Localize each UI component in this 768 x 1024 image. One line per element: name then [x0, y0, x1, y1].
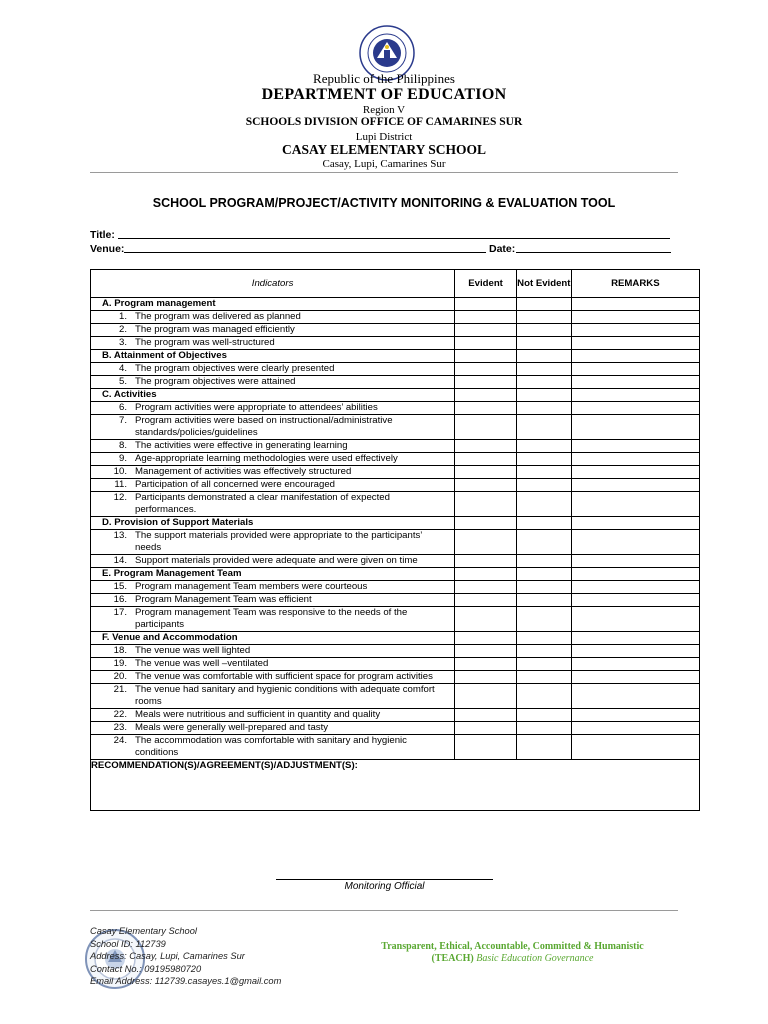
remarks-cell[interactable]	[571, 684, 699, 709]
not-evident-cell[interactable]	[516, 376, 571, 389]
remarks-cell[interactable]	[571, 517, 699, 530]
title-field-line[interactable]	[118, 238, 670, 239]
indicator-row	[91, 311, 700, 324]
remarks-cell[interactable]	[571, 555, 699, 568]
indicator-row	[91, 671, 700, 684]
indicator-cell	[91, 684, 455, 709]
indicator-text: The accommodation was comfortable with sanitary and hygienic conditions	[135, 735, 407, 758]
indicator-row	[91, 363, 700, 376]
not-evident-cell[interactable]	[516, 337, 571, 350]
section-label: F. Venue and Accommodation	[91, 632, 455, 645]
indicator-number: 13.	[113, 530, 127, 541]
section-label: D. Provision of Support Materials	[91, 517, 455, 530]
remarks-cell[interactable]	[571, 337, 699, 350]
indicator-number: 4.	[118, 363, 127, 374]
indicator-cell	[91, 530, 455, 555]
evident-cell[interactable]	[455, 324, 517, 337]
evident-cell[interactable]	[455, 350, 517, 363]
indicator-number: 9.	[118, 453, 127, 464]
indicator-cell	[91, 376, 455, 389]
indicator-row	[91, 607, 700, 632]
footer-divider	[90, 910, 678, 911]
indicator-cell	[91, 466, 455, 479]
not-evident-cell[interactable]	[516, 568, 571, 581]
indicator-row	[91, 453, 700, 466]
indicator-cell	[91, 658, 455, 671]
indicator-cell	[91, 594, 455, 607]
not-evident-cell[interactable]	[516, 594, 571, 607]
not-evident-cell[interactable]	[516, 555, 571, 568]
evident-cell[interactable]	[455, 440, 517, 453]
not-evident-cell[interactable]	[516, 530, 571, 555]
recommendation-row[interactable]	[91, 760, 700, 811]
section-row	[91, 350, 700, 363]
evident-cell[interactable]	[455, 722, 517, 735]
evident-cell[interactable]	[455, 735, 517, 760]
evident-cell[interactable]	[455, 389, 517, 402]
not-evident-cell[interactable]	[516, 607, 571, 632]
remarks-cell[interactable]	[571, 311, 699, 324]
remarks-header: REMARKS	[571, 270, 699, 298]
indicator-number: 5.	[118, 376, 127, 387]
evident-cell[interactable]	[455, 311, 517, 324]
indicator-row	[91, 555, 700, 568]
remarks-cell[interactable]	[571, 594, 699, 607]
evident-cell[interactable]	[455, 555, 517, 568]
remarks-cell[interactable]	[571, 709, 699, 722]
evident-cell[interactable]	[455, 607, 517, 632]
motto-acronym: (TEACH)	[431, 953, 474, 964]
table-body	[91, 298, 700, 811]
header-divider	[90, 172, 678, 173]
not-evident-cell[interactable]	[516, 632, 571, 645]
indicator-text: Program activities were appropriate to attendees’ abilities	[135, 402, 378, 413]
evident-cell[interactable]	[455, 684, 517, 709]
not-evident-cell[interactable]	[516, 658, 571, 671]
indicator-row	[91, 735, 700, 760]
indicator-number: 17.	[113, 607, 127, 618]
not-evident-cell[interactable]	[516, 466, 571, 479]
indicator-row	[91, 594, 700, 607]
evident-cell[interactable]	[455, 530, 517, 555]
evident-cell[interactable]	[455, 337, 517, 350]
indicator-row	[91, 709, 700, 722]
remarks-cell[interactable]	[571, 530, 699, 555]
indicator-text: The support materials provided were appropriate to the participants’ needs	[135, 530, 423, 553]
indicator-row	[91, 581, 700, 594]
indicator-number: 16.	[113, 594, 127, 605]
evaluation-table	[90, 269, 700, 811]
not-evident-cell[interactable]	[516, 350, 571, 363]
indicator-cell	[91, 402, 455, 415]
footer-motto	[340, 941, 685, 965]
remarks-cell[interactable]	[571, 632, 699, 645]
indicator-text: The venue was well –ventilated	[135, 658, 269, 669]
date-field-line[interactable]	[516, 252, 671, 253]
not-evident-header: Not Evident	[516, 270, 571, 298]
remarks-cell[interactable]	[571, 415, 699, 440]
not-evident-cell[interactable]	[516, 324, 571, 337]
indicator-cell	[91, 671, 455, 684]
section-label: E. Program Management Team	[91, 568, 455, 581]
not-evident-cell[interactable]	[516, 311, 571, 324]
remarks-cell[interactable]	[571, 363, 699, 376]
indicator-number: 11.	[114, 479, 127, 490]
indicator-number: 18.	[113, 645, 127, 656]
remarks-cell[interactable]	[571, 376, 699, 389]
indicator-cell	[91, 581, 455, 594]
region-heading: Region V	[362, 104, 406, 116]
indicator-number: 1.	[118, 311, 127, 322]
indicator-cell	[91, 311, 455, 324]
indicator-text: Meals were nutritious and sufficient in quantity and quality	[135, 709, 381, 720]
venue-field-label: Venue:	[90, 243, 125, 255]
evident-cell[interactable]	[455, 645, 517, 658]
indicator-text: Participants demonstrated a clear manifestation of expected performances.	[135, 492, 390, 515]
footer-school-name: Casay Elementary School	[90, 926, 197, 936]
not-evident-cell[interactable]	[516, 479, 571, 492]
indicator-row	[91, 645, 700, 658]
date-field-label: Date:	[489, 243, 516, 255]
evident-cell[interactable]	[455, 479, 517, 492]
indicator-number: 19.	[113, 658, 127, 669]
indicator-number: 6.	[118, 402, 127, 413]
indicator-row	[91, 658, 700, 671]
indicators-header: Indicators	[91, 270, 455, 298]
indicator-number: 15.	[113, 581, 127, 592]
remarks-cell[interactable]	[571, 581, 699, 594]
evident-header: Evident	[455, 270, 517, 298]
not-evident-cell[interactable]	[516, 402, 571, 415]
indicator-text: The venue was well lighted	[135, 645, 251, 656]
not-evident-cell[interactable]	[516, 415, 571, 440]
evident-cell[interactable]	[455, 453, 517, 466]
indicator-cell	[91, 607, 455, 632]
indicator-row	[91, 337, 700, 350]
not-evident-cell[interactable]	[516, 453, 571, 466]
republic-heading: Republic of the Philippines	[313, 71, 455, 86]
footer-address: Address: Casay, Lupi, Camarines Sur	[90, 951, 245, 962]
remarks-cell[interactable]	[571, 568, 699, 581]
indicator-number: 2.	[118, 324, 127, 335]
motto-line-1: Transparent, Ethical, Accountable, Committed & Humanistic	[381, 941, 644, 952]
signature-line[interactable]	[276, 879, 493, 880]
indicator-row	[91, 376, 700, 389]
indicator-text: Program Management Team was efficient	[135, 594, 312, 605]
indicator-number: 20.	[113, 671, 127, 682]
indicator-text: Meals were generally well-prepared and tasty	[135, 722, 329, 733]
indicator-cell	[91, 492, 455, 517]
indicator-text: Participation of all concerned were encouraged	[135, 479, 335, 490]
evident-cell[interactable]	[455, 671, 517, 684]
evident-cell[interactable]	[455, 376, 517, 389]
indicator-cell	[91, 440, 455, 453]
district-heading: Lupi District	[355, 131, 413, 143]
remarks-cell[interactable]	[571, 735, 699, 760]
section-row	[91, 568, 700, 581]
section-label: B. Attainment of Objectives	[91, 350, 455, 363]
footer-email: Email Address: 112739.casayes.1@gmail.com	[90, 976, 282, 987]
indicator-cell	[91, 363, 455, 376]
indicator-cell	[91, 555, 455, 568]
remarks-cell[interactable]	[571, 324, 699, 337]
footer-school-id: School ID: 112739	[90, 938, 166, 949]
indicator-cell	[91, 722, 455, 735]
remarks-cell[interactable]	[571, 389, 699, 402]
not-evident-cell[interactable]	[516, 735, 571, 760]
evident-cell[interactable]	[455, 298, 517, 311]
evident-cell[interactable]	[455, 402, 517, 415]
evident-cell[interactable]	[455, 363, 517, 376]
title-field-label: Title:	[90, 229, 115, 241]
evident-cell[interactable]	[455, 632, 517, 645]
indicator-text: The venue had sanitary and hygienic conditions with adequate comfort rooms	[135, 684, 435, 707]
school-address: Casay, Lupi, Camarines Sur	[322, 158, 446, 170]
indicator-number: 10.	[113, 466, 127, 477]
remarks-cell[interactable]	[571, 645, 699, 658]
evident-cell[interactable]	[455, 709, 517, 722]
evident-cell[interactable]	[455, 517, 517, 530]
remarks-cell[interactable]	[571, 440, 699, 453]
indicator-cell	[91, 645, 455, 658]
evident-cell[interactable]	[455, 594, 517, 607]
indicator-row	[91, 479, 700, 492]
indicator-number: 14.	[113, 555, 127, 566]
indicator-row	[91, 530, 700, 555]
indicator-text: The program was managed efficiently	[135, 324, 295, 335]
not-evident-cell[interactable]	[516, 389, 571, 402]
indicator-row	[91, 324, 700, 337]
remarks-cell[interactable]	[571, 607, 699, 632]
not-evident-cell[interactable]	[516, 645, 571, 658]
not-evident-cell[interactable]	[516, 722, 571, 735]
indicator-number: 21.	[113, 684, 127, 695]
indicator-text: Program management Team was responsive to the needs of the participants	[135, 607, 408, 630]
indicator-row	[91, 402, 700, 415]
evident-cell[interactable]	[455, 568, 517, 581]
not-evident-cell[interactable]	[516, 517, 571, 530]
indicator-text: The program objectives were attained	[135, 376, 296, 387]
indicator-number: 3.	[118, 337, 127, 348]
document-title: SCHOOL PROGRAM/PROJECT/ACTIVITY MONITORING & EVALUATION TOOL	[152, 196, 616, 210]
motto-line-2	[340, 953, 685, 965]
not-evident-cell[interactable]	[516, 298, 571, 311]
division-heading: SCHOOLS DIVISION OFFICE OF CAMARINES SUR	[245, 116, 523, 128]
footer-contact-block	[90, 925, 281, 988]
indicator-cell	[91, 735, 455, 760]
evident-cell[interactable]	[455, 658, 517, 671]
indicator-cell	[91, 709, 455, 722]
venue-field-line[interactable]	[124, 252, 486, 253]
section-row	[91, 632, 700, 645]
remarks-cell[interactable]	[571, 658, 699, 671]
indicator-row	[91, 492, 700, 517]
indicator-text: The program objectives were clearly presented	[135, 363, 335, 374]
indicator-text: The program was delivered as planned	[135, 311, 301, 322]
department-heading: DEPARTMENT OF EDUCATION	[261, 86, 507, 103]
indicator-text: Support materials provided were adequate and were given on time	[135, 555, 418, 566]
table-header-row	[91, 270, 700, 298]
not-evident-cell[interactable]	[516, 581, 571, 594]
evident-cell[interactable]	[455, 466, 517, 479]
indicator-row	[91, 415, 700, 440]
indicator-number: 8.	[118, 440, 127, 451]
not-evident-cell[interactable]	[516, 684, 571, 709]
indicator-number: 23.	[113, 722, 127, 733]
remarks-cell[interactable]	[571, 402, 699, 415]
indicator-number: 12.	[113, 492, 127, 503]
signature-label: Monitoring Official	[344, 881, 425, 892]
remarks-cell[interactable]	[571, 453, 699, 466]
not-evident-cell[interactable]	[516, 492, 571, 517]
indicator-text: Program management Team members were courteous	[135, 581, 368, 592]
remarks-cell[interactable]	[571, 350, 699, 363]
indicator-text: Management of activities was effectively structured	[135, 466, 352, 477]
evident-cell[interactable]	[455, 415, 517, 440]
not-evident-cell[interactable]	[516, 363, 571, 376]
section-row	[91, 517, 700, 530]
indicator-row	[91, 466, 700, 479]
remarks-cell[interactable]	[571, 466, 699, 479]
indicator-text: The venue was comfortable with sufficient space for program activities	[135, 671, 433, 682]
indicator-number: 7.	[118, 415, 127, 426]
not-evident-cell[interactable]	[516, 440, 571, 453]
remarks-cell[interactable]	[571, 671, 699, 684]
indicator-cell	[91, 453, 455, 466]
indicator-row	[91, 684, 700, 709]
indicator-row	[91, 722, 700, 735]
remarks-cell[interactable]	[571, 479, 699, 492]
indicator-cell	[91, 479, 455, 492]
not-evident-cell[interactable]	[516, 709, 571, 722]
remarks-cell[interactable]	[571, 492, 699, 517]
indicator-number: 22.	[113, 709, 127, 720]
section-row	[91, 298, 700, 311]
section-label: C. Activities	[91, 389, 455, 402]
school-heading: CASAY ELEMENTARY SCHOOL	[281, 142, 487, 157]
indicator-text: The program was well-structured	[135, 337, 275, 348]
not-evident-cell[interactable]	[516, 671, 571, 684]
motto-governance: Basic Education Governance	[473, 953, 594, 964]
indicator-cell	[91, 415, 455, 440]
section-row	[91, 389, 700, 402]
indicator-number: 24.	[113, 735, 127, 746]
remarks-cell[interactable]	[571, 722, 699, 735]
recommendation-label[interactable]: RECOMMENDATION(S)/AGREEMENT(S)/ADJUSTMENT(S):	[91, 760, 700, 811]
indicator-row	[91, 440, 700, 453]
remarks-cell[interactable]	[571, 298, 699, 311]
indicator-text: Program activities were based on instructional/administrative standards/policies/guidelines	[135, 415, 393, 438]
section-label: A. Program management	[91, 298, 455, 311]
indicator-text: The activities were effective in generating learning	[135, 440, 348, 451]
footer-contact-number: Contact No.: 09195980720	[90, 963, 202, 974]
indicator-cell	[91, 337, 455, 350]
indicator-cell	[91, 324, 455, 337]
evident-cell[interactable]	[455, 492, 517, 517]
indicator-text: Age-appropriate learning methodologies were used effectively	[135, 453, 398, 464]
evident-cell[interactable]	[455, 581, 517, 594]
